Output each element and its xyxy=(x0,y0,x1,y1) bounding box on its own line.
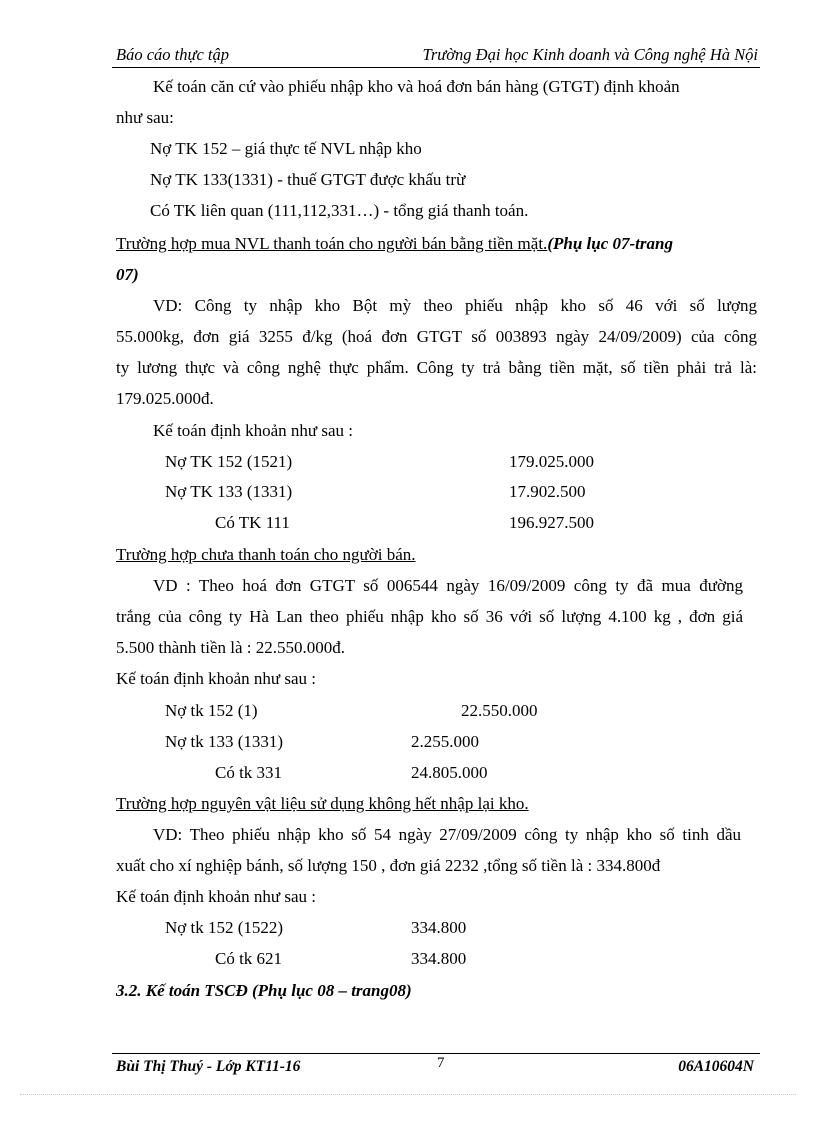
case1-appendix-ref: (Phụ lục 07-trang xyxy=(547,234,673,253)
case1-row-account: Nợ TK 152 (1521) xyxy=(165,452,293,471)
footer-author: Bùi Thị Thuý - Lớp KT11-16 xyxy=(116,1058,301,1075)
footer-student-id: 06A10604N xyxy=(678,1058,754,1075)
case1-row-amount: 179.025.000 xyxy=(509,452,594,471)
header-divider xyxy=(112,67,760,68)
case1-row-account: Có TK 111 xyxy=(215,513,290,532)
case3-example-line2: xuất cho xí nghiệp bánh, số lượng 150 , đơn giá 2232 ,tổng số tiền là : 334.800đ xyxy=(116,856,661,875)
case3-entry-lead: Kế toán định khoản như sau : xyxy=(116,887,316,906)
case2-row-amount: 2.255.000 xyxy=(411,732,479,751)
case2-example-line3: 5.500 thành tiền là : 22.550.000đ. xyxy=(116,638,346,657)
paragraph-intro-line2: như sau: xyxy=(116,108,174,127)
case2-example-line2: trắng của công ty Hà Lan theo phiếu nhập kho số 36 với số lượng 4.100 kg , đơn giá xyxy=(116,607,743,626)
footer-divider xyxy=(112,1053,760,1054)
entry-debit-152: Nợ TK 152 – giá thực tế NVL nhập kho xyxy=(150,139,422,158)
case2-row-account: Nợ tk 133 (1331) xyxy=(165,732,284,751)
case2-example-line1: VD : Theo hoá đơn GTGT số 006544 ngày 16/09/2009 công ty đã mua đường xyxy=(153,576,743,595)
case2-row-amount: 22.550.000 xyxy=(461,701,538,720)
page-number: 7 xyxy=(437,1055,445,1071)
entry-debit-133: Nợ TK 133(1331) - thuế GTGT được khấu trừ xyxy=(150,170,466,189)
entry-credit-related: Có TK liên quan (111,112,331…) - tổng giá thanh toán. xyxy=(150,201,529,220)
case1-heading xyxy=(116,234,673,254)
case3-row-amount: 334.800 xyxy=(411,949,467,968)
case2-entry-lead: Kế toán định khoản như sau : xyxy=(116,669,316,688)
case1-row-amount: 196.927.500 xyxy=(509,513,594,532)
case1-heading-text: Trường hợp mua NVL thanh toán cho người bán bằng tiền mặt. xyxy=(116,234,548,253)
case3-example-line1: VD: Theo phiếu nhập kho số 54 ngày 27/09/2009 công ty nhập kho số tinh dầu xyxy=(153,825,741,844)
case3-row-account: Nợ tk 152 (1522) xyxy=(165,918,284,937)
case1-row-amount: 17.902.500 xyxy=(509,482,586,501)
case1-entry-lead: Kế toán định khoản như sau : xyxy=(153,421,353,440)
case2-heading: Trường hợp chưa thanh toán cho người bán. xyxy=(116,545,416,564)
paragraph-intro-line1: Kế toán căn cứ vào phiếu nhập kho và hoá đơn bán hàng (GTGT) định khoản xyxy=(153,77,680,96)
case3-heading: Trường hợp nguyên vật liệu sử dụng không hết nhập lại kho. xyxy=(116,794,529,813)
case1-row-account: Nợ TK 133 (1331) xyxy=(165,482,293,501)
header-university: Trường Đại học Kinh doanh và Công nghệ Hà Nội xyxy=(422,45,758,64)
page-bottom-edge xyxy=(20,1094,796,1095)
case2-row-amount: 24.805.000 xyxy=(411,763,488,782)
section-heading-fixed-assets: 3.2. Kế toán TSCĐ (Phụ lục 08 – trang08) xyxy=(116,981,412,1000)
case1-example-line3: ty lương thực và công nghệ thực phẩm. Công ty trả bằng tiền mặt, số tiền phải trả là: xyxy=(116,358,757,377)
case2-row-account: Có tk 331 xyxy=(215,763,283,782)
case3-row-amount: 334.800 xyxy=(411,918,467,937)
case3-row-account: Có tk 621 xyxy=(215,949,283,968)
case1-example-line2: 55.000kg, đơn giá 3255 đ/kg (hoá đơn GTGT số 003893 ngày 24/09/2009) của công xyxy=(116,327,757,346)
case1-example-line4: 179.025.000đ. xyxy=(116,389,214,408)
case2-row-account: Nợ tk 152 (1) xyxy=(165,701,258,720)
header-report-title: Báo cáo thực tập xyxy=(116,45,230,64)
case1-appendix-ref-cont: 07) xyxy=(116,265,139,284)
case1-example-line1: VD: Công ty nhập kho Bột mỳ theo phiếu nhập kho số 46 với số lượng xyxy=(153,296,757,315)
